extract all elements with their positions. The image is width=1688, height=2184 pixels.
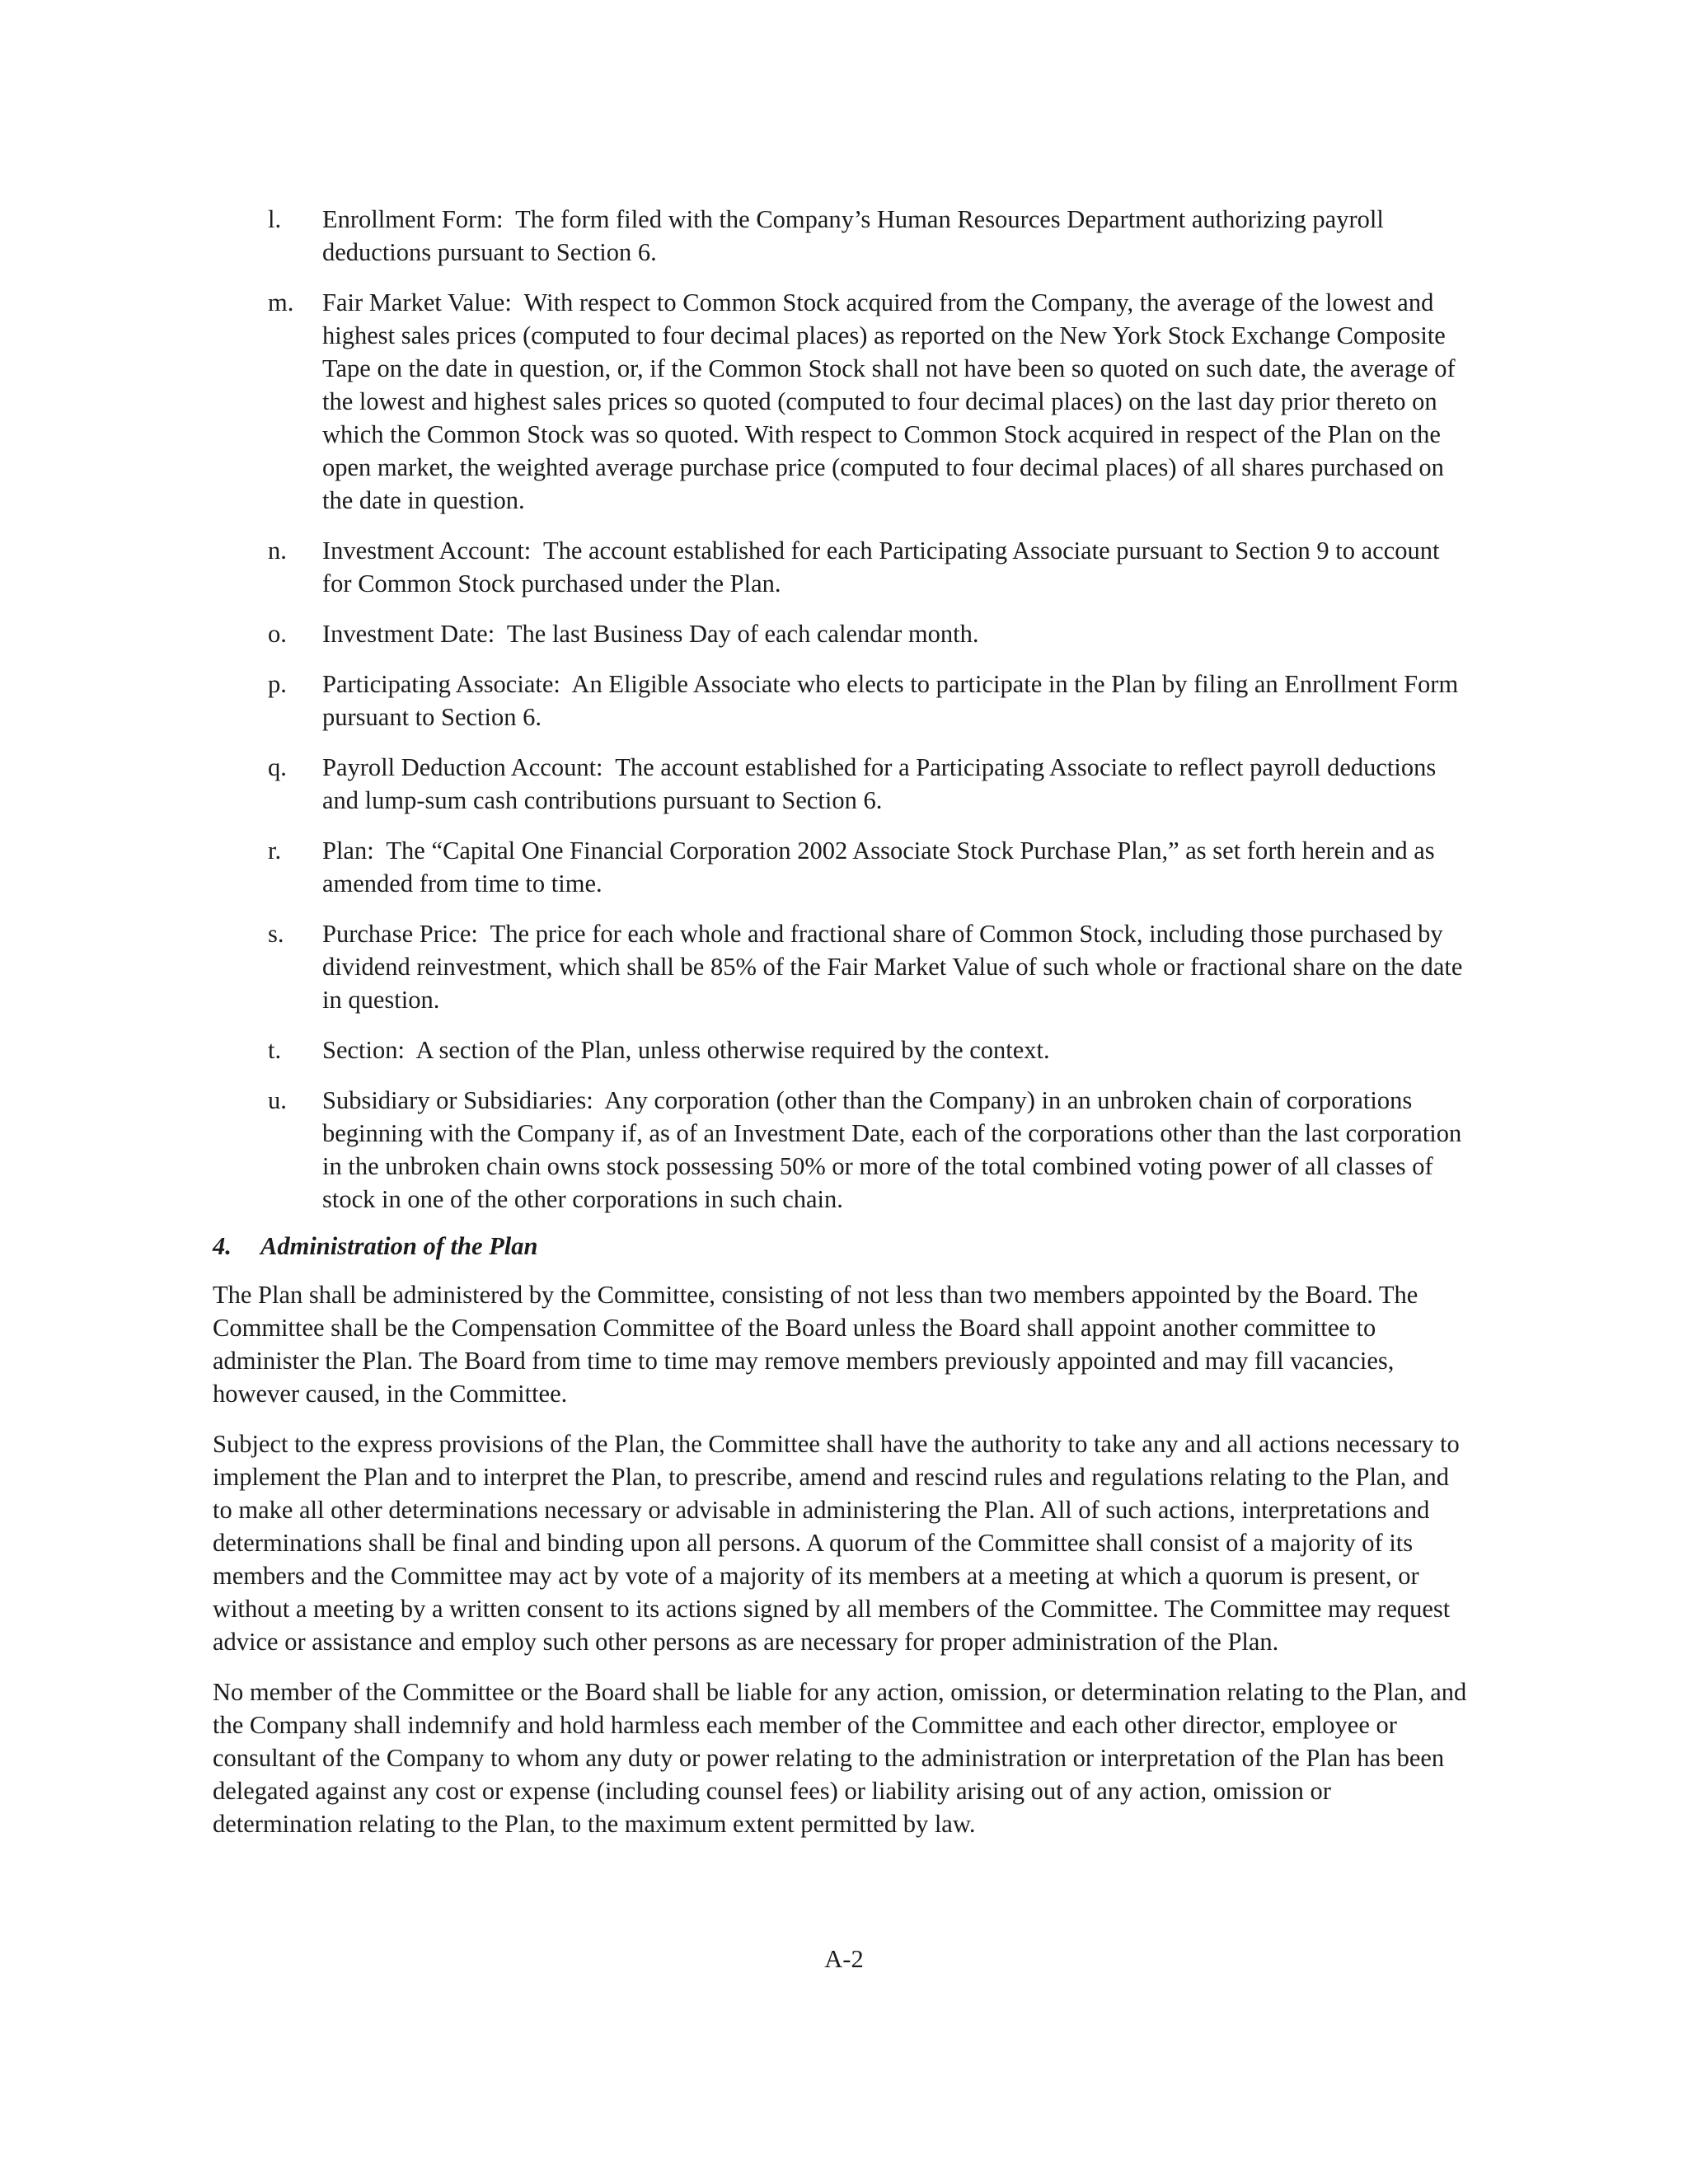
definition-item-s bbox=[213, 917, 1474, 1016]
definition-body bbox=[322, 668, 1474, 733]
definition-item-p bbox=[213, 668, 1474, 733]
section-title: Administration of the Plan bbox=[260, 1232, 538, 1260]
definition-text: The price for each whole and fractional share of Common Stock, including those purchased by dividend reinvestment, which shall be 85% of the Fair Market Value of such whole or fractional share on the date in question. bbox=[322, 920, 1463, 1014]
definition-letter: n. bbox=[268, 537, 287, 565]
definition-text: A section of the Plan, unless otherwise required by the context. bbox=[415, 1036, 1050, 1064]
definition-text: Any corporation (other than the Company) in an unbroken chain of corporations beginning with the Company if, as of an Investment Date, each of the corporations other than the last corporation in the unbroken chain owns stock possessing 50% or more of the total combined voting power of all classes of stock in one of the other corporations in such chain. bbox=[322, 1086, 1462, 1213]
definition-term: Section: bbox=[322, 1036, 405, 1064]
definition-body bbox=[322, 203, 1474, 269]
definitions-list bbox=[213, 203, 1474, 1216]
definition-letter: q. bbox=[268, 753, 287, 781]
definition-item-o bbox=[213, 617, 1474, 650]
definition-term: Plan: bbox=[322, 837, 374, 865]
definition-term: Purchase Price: bbox=[322, 920, 478, 948]
definition-term: Fair Market Value: bbox=[322, 288, 512, 316]
definition-term: Payroll Deduction Account: bbox=[322, 753, 603, 781]
definition-item-t bbox=[213, 1033, 1474, 1066]
definition-letter: s. bbox=[268, 920, 284, 948]
document-page bbox=[213, 203, 1474, 1858]
definition-item-r bbox=[213, 834, 1474, 900]
definition-body bbox=[322, 1084, 1474, 1216]
definition-letter: o. bbox=[268, 620, 287, 648]
definition-item-q bbox=[213, 751, 1474, 817]
definition-body bbox=[322, 917, 1474, 1016]
definition-item-l bbox=[213, 203, 1474, 269]
definition-text: The “Capital One Financial Corporation 2002 Associate Stock Purchase Plan,” as set forth herein and as amended from time to time. bbox=[322, 837, 1435, 898]
page-number: A-2 bbox=[824, 1945, 864, 1973]
definition-body bbox=[322, 751, 1474, 817]
section-number: 4. bbox=[213, 1232, 232, 1260]
section-paragraph: No member of the Committee or the Board shall be liable for any action, omission, or determination relating to the Plan, and the Company shall indemnify and hold harmless each member of the Committee and each other director, employee or consultant of the Company to whom any duty or power relating to the administration or interpretation of the Plan has been delegated against any cost or expense (including counsel fees) or liability arising out of any action, omission or determination relating to the Plan, to the maximum extent permitted by law. bbox=[213, 1678, 1467, 1838]
definition-letter: t. bbox=[268, 1036, 282, 1064]
definition-term: Enrollment Form: bbox=[322, 205, 504, 233]
definition-text: The form filed with the Company’s Human Resources Department authorizing payroll deductions pursuant to Section 6. bbox=[322, 205, 1384, 266]
definition-item-n bbox=[213, 534, 1474, 600]
definition-text: The account established for a Participating Associate to reflect payroll deductions and lump-sum cash contributions pursuant to Section 6. bbox=[322, 753, 1437, 814]
definition-letter: m. bbox=[268, 288, 294, 316]
section-heading bbox=[213, 1230, 1474, 1263]
section-paragraph: Subject to the express provisions of the Plan, the Committee shall have the authority to take any and all actions necessary to implement the Plan and to interpret the Plan, to prescribe, amend and rescind rules and regulations relating to the Plan, and to make all other determinations necessary or advisable in administering the Plan. All of such actions, interpretations and determinations shall be final and binding upon all persons. A quorum of the Committee shall consist of a majority of its members and the Committee may act by vote of a majority of its members at a meeting at which a quorum is present, or without a meeting by a written consent to its actions signed by all members of the Committee. The Committee may request advice or assistance and employ such other persons as are necessary for proper administration of the Plan. bbox=[213, 1430, 1460, 1656]
definition-body bbox=[322, 834, 1474, 900]
definition-text: The account established for each Participating Associate pursuant to Section 9 to account for Common Stock purchased under the Plan. bbox=[322, 537, 1440, 598]
definition-term: Investment Account: bbox=[322, 537, 532, 565]
definition-text: An Eligible Associate who elects to participate in the Plan by filing an Enrollment Form pursuant to Section 6. bbox=[322, 670, 1459, 731]
definition-body bbox=[322, 286, 1474, 517]
definition-term: Investment Date: bbox=[322, 620, 495, 648]
definition-body bbox=[322, 534, 1474, 600]
definition-letter: p. bbox=[268, 670, 287, 698]
definition-letter: u. bbox=[268, 1086, 287, 1114]
definition-text: The last Business Day of each calendar month. bbox=[506, 620, 979, 648]
section-paragraph: The Plan shall be administered by the Committee, consisting of not less than two members appointed by the Board. The Committee shall be the Compensation Committee of the Board unless the Board shall appoint another committee to administer the Plan. The Board from time to time may remove members previously appointed and may fill vacancies, however caused, in the Committee. bbox=[213, 1281, 1418, 1408]
definition-item-m bbox=[213, 286, 1474, 517]
definition-item-u bbox=[213, 1084, 1474, 1216]
definition-body bbox=[322, 617, 1474, 650]
definition-letter: l. bbox=[268, 205, 282, 233]
definition-term: Participating Associate: bbox=[322, 670, 560, 698]
definition-body bbox=[322, 1033, 1474, 1066]
definition-text: With respect to Common Stock acquired from the Company, the average of the lowest and highest sales prices (computed to four decimal places) as reported on the New York Stock Exchange Composite Tape on the date in question, or, if the Common Stock shall not have been so quoted on such date, the average of the lowest and highest sales prices so quoted (computed to four decimal places) on the last day prior thereto on which the Common Stock was so quoted. With respect to Common Stock acquired in respect of the Plan on the open market, the weighted average purchase price (computed to four decimal places) of all shares purchased on the date in question. bbox=[322, 288, 1456, 514]
definition-term: Subsidiary or Subsidiaries: bbox=[322, 1086, 593, 1114]
definition-letter: r. bbox=[268, 837, 282, 865]
